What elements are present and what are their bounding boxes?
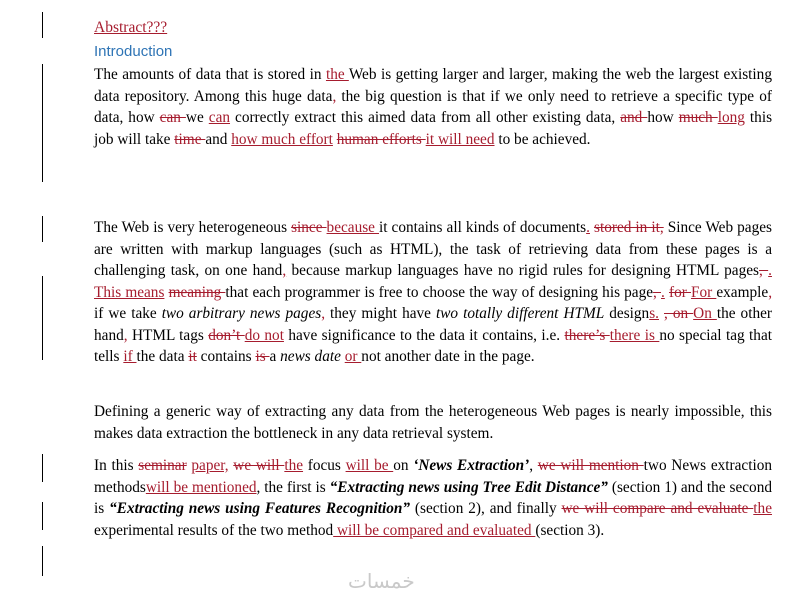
inserted-text: , xyxy=(332,87,337,105)
text-run: and xyxy=(205,130,232,148)
paragraph-seminar-focus[interactable] xyxy=(94,455,772,541)
emphasized-text: two arbitrary news pages xyxy=(161,305,322,322)
text-run: because markup languages have no rigid rules for designing HTML pages xyxy=(286,262,759,279)
text-run: how xyxy=(647,109,679,126)
inserted-text: or xyxy=(344,348,362,365)
text-run: it contains all kinds of documents xyxy=(379,219,587,236)
text-run: Web is getting larger and larger, making the web the largest existing data repository. Among this huge data xyxy=(94,66,772,105)
text-run: correctly extract this aimed data from all other existing data, xyxy=(230,109,621,126)
inserted-text: can xyxy=(208,109,231,126)
text-run: (section 2), and finally xyxy=(410,500,562,517)
text-run: contains xyxy=(196,348,256,365)
deleted-text: stored in it, xyxy=(594,219,664,236)
khamsat-watermark-logo: خمسات xyxy=(348,569,415,593)
text-run: , xyxy=(529,457,538,474)
deleted-text: time xyxy=(174,130,206,148)
inserted-text: On xyxy=(693,305,717,322)
inserted-text: the xyxy=(284,457,304,474)
inserted-text: . xyxy=(586,219,590,236)
text-run: HTML tags xyxy=(127,326,209,344)
inserted-text: will be xyxy=(345,457,394,474)
method-title: “Extracting news using Tree Edit Distance” xyxy=(329,478,608,496)
text-run: focus xyxy=(303,457,346,474)
change-bar xyxy=(42,216,43,242)
inserted-text: , xyxy=(321,305,326,322)
deleted-text: and xyxy=(620,109,648,126)
text-run: this job will take xyxy=(94,109,773,148)
text-run: (section 3). xyxy=(535,521,605,539)
emphasized-text: two totally different HTML xyxy=(435,305,605,322)
introduction-heading[interactable]: Introduction xyxy=(94,43,173,60)
deleted-text: human efforts xyxy=(336,130,426,148)
inserted-text: For xyxy=(690,283,717,301)
deleted-text: much xyxy=(678,109,718,126)
paragraph-intro[interactable] xyxy=(94,64,772,150)
deleted-text: seminar xyxy=(138,457,187,474)
text-run: (section 1) and the second is xyxy=(94,478,772,517)
deleted-text: for xyxy=(668,283,691,301)
deleted-text: we will compare and evaluate xyxy=(561,500,754,517)
inserted-text: how much effort xyxy=(231,130,333,148)
inserted-text: it will need xyxy=(425,130,495,148)
inserted-text: , xyxy=(768,283,773,301)
text-run: The Web is very heterogeneous xyxy=(94,219,292,236)
text-run: , the first is xyxy=(256,478,330,496)
change-bar xyxy=(42,502,43,530)
inserted-text: paper, xyxy=(191,457,229,474)
text-run: that each programmer is free to choose the way of designing his page xyxy=(225,283,654,301)
deleted-text: can xyxy=(159,109,186,126)
text-run: The amounts of data that is stored in xyxy=(94,66,326,83)
inserted-text: , xyxy=(123,326,128,344)
deleted-text: there’s xyxy=(564,326,610,344)
text-run: we xyxy=(185,109,209,126)
inserted-text: there is xyxy=(609,326,660,344)
inserted-text: will be mentioned xyxy=(145,478,257,496)
text-run: have significance to the data it contains, i.e. xyxy=(283,326,565,344)
text-run: they might have xyxy=(325,305,436,322)
inserted-text: , xyxy=(282,262,287,279)
text-run: to be achieved. xyxy=(494,130,591,148)
deleted-text: we will xyxy=(233,457,285,474)
deleted-text: since xyxy=(291,219,327,236)
text-run: on xyxy=(393,457,414,474)
text-run: two News extraction methods xyxy=(94,457,772,496)
deleted-text: is xyxy=(255,348,270,365)
abstract-title[interactable]: Abstract??? xyxy=(94,19,168,36)
inserted-text: because xyxy=(326,219,379,236)
change-bar xyxy=(42,64,43,182)
change-bar xyxy=(42,454,43,482)
text-run: not another date in the page. xyxy=(361,348,535,365)
inserted-text: if xyxy=(123,348,137,365)
text-run: no special tag that tells xyxy=(94,326,772,365)
deleted-text: don’t xyxy=(208,326,245,344)
text-run: Since Web pages are written with markup languages (such as HTML), the task of retrieving data from these pages is a challenging task, on one hand xyxy=(94,219,772,279)
text-run: experimental results of the two method xyxy=(94,521,334,539)
inserted-text: will be compared and evaluated xyxy=(333,521,536,539)
deleted-text: it xyxy=(188,348,197,365)
paragraph-generic-extraction[interactable] xyxy=(94,401,772,444)
change-bar xyxy=(42,276,43,360)
deleted-text: meaning xyxy=(168,283,226,301)
text-run: example xyxy=(716,283,769,301)
inserted-text: do not xyxy=(244,326,284,344)
text-run: In this xyxy=(94,457,139,474)
inserted-text: long xyxy=(717,109,745,126)
emphasized-text: news date xyxy=(280,348,341,365)
deleted-text: , xyxy=(758,262,769,279)
method-title: ‘News Extraction’ xyxy=(413,457,530,474)
change-bar xyxy=(42,12,43,38)
text-run: if we take xyxy=(94,305,162,322)
text-run: a xyxy=(269,348,281,365)
method-title: “Extracting news using Features Recognition” xyxy=(109,500,411,517)
deleted-text: , xyxy=(653,283,662,301)
text-run: Defining a generic way of extracting any data from the heterogeneous Web pages is nearly impossible, this makes data extraction the bottleneck in any data retrieval system. xyxy=(94,403,772,442)
inserted-text: s. xyxy=(649,305,659,322)
text-run: the other hand xyxy=(94,305,772,344)
inserted-text: the xyxy=(325,66,349,83)
text-run: the big question is that if we only need to retrieve a specific type of data, how xyxy=(94,87,772,126)
inserted-text: . This means xyxy=(94,262,772,301)
deleted-text: we will mention xyxy=(537,457,644,474)
inserted-text: . xyxy=(661,283,665,301)
inserted-text: the xyxy=(753,500,772,517)
change-bar xyxy=(42,546,43,576)
text-run: the data xyxy=(136,348,189,365)
text-run: design xyxy=(604,305,650,322)
deleted-text: , on xyxy=(664,305,694,322)
paragraph-heterogeneous-web[interactable] xyxy=(94,217,772,368)
